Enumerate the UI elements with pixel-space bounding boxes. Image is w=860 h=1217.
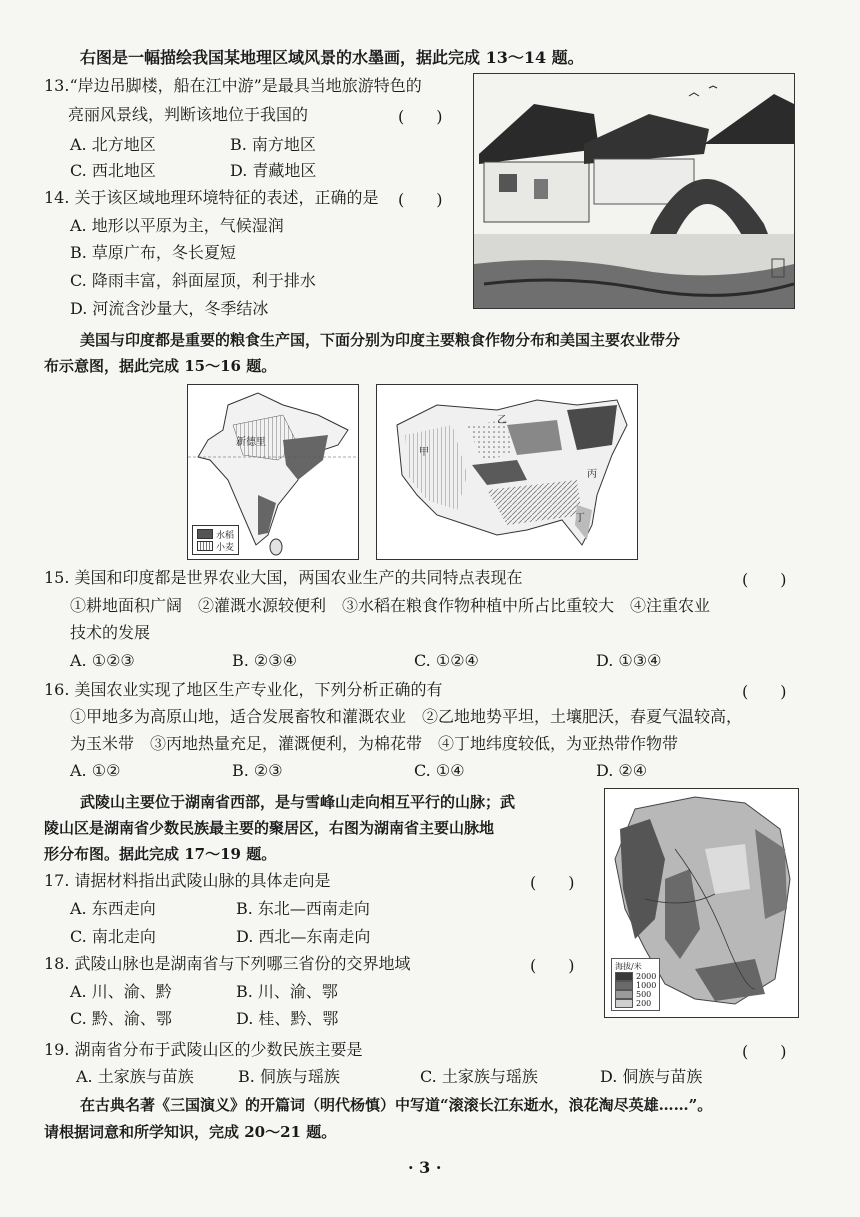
q16-options-line1: ①甲地多为高原山地，适合发展畜牧和灌溉农业 ②乙地地势平坦，土壤肥沃，春夏气温较高， bbox=[70, 707, 743, 726]
wheat-swatch bbox=[197, 541, 213, 551]
q14-option-d: D. 河流含沙量大，冬季结冰 bbox=[70, 299, 269, 318]
india-crop-map bbox=[187, 384, 359, 560]
q14-option-c: C. 降雨丰富，斜面屋顶，利于排水 bbox=[70, 271, 316, 290]
intro-15-16-line1: 美国与印度都是重要的粮食生产国，下面分别为印度主要粮食作物分布和美国主要农业带分 bbox=[80, 331, 681, 349]
elev-label-200: 200 bbox=[636, 999, 652, 1008]
q15-options-line1: ①耕地面积广阔 ②灌溉水源较便利 ③水稻在粮食作物种植中所占比重较大 ④注重农业 bbox=[70, 596, 711, 615]
q15-options-line2: 技术的发展 bbox=[70, 623, 151, 642]
q13-stem-line1: 13.“岸边吊脚楼，船在江中游”是最具当地旅游特色的 bbox=[44, 76, 422, 95]
q19-stem: 19. 湖南省分布于武陵山区的少数民族主要是 bbox=[44, 1040, 363, 1059]
q19-option-c: C. 土家族与瑶族 bbox=[420, 1067, 538, 1086]
elev-row-2000 bbox=[615, 972, 656, 981]
q17-stem: 17. 请据材料指出武陵山脉的具体走向是 bbox=[44, 871, 331, 890]
usa-label-jia: 甲 bbox=[419, 447, 429, 458]
legend-wheat-label: 小麦 bbox=[216, 542, 235, 553]
q15-option-d: D. ①③④ bbox=[596, 651, 662, 670]
q16-stem: 16. 美国农业实现了地区生产专业化，下列分析正确的有 bbox=[44, 680, 443, 699]
q15-option-b: B. ②③④ bbox=[232, 651, 297, 670]
rice-swatch bbox=[197, 529, 213, 539]
page-number: · 3 · bbox=[408, 1158, 442, 1177]
q15-option-c: C. ①②④ bbox=[414, 651, 479, 670]
elev-label-500: 500 bbox=[636, 990, 652, 999]
usa-label-yi: 乙 bbox=[497, 415, 507, 426]
india-legend bbox=[192, 525, 239, 555]
q13-option-a: A. 北方地区 bbox=[70, 135, 156, 154]
q18-option-d: D. 桂、黔、鄂 bbox=[236, 1009, 339, 1028]
q17-option-b: B. 东北—西南走向 bbox=[236, 899, 370, 918]
q18-stem: 18. 武陵山脉也是湖南省与下列哪三省份的交界地域 bbox=[44, 954, 411, 973]
usa-label-ding: 丁 bbox=[575, 513, 585, 524]
q18-option-c: C. 黔、渝、鄂 bbox=[70, 1009, 172, 1028]
q15-answer-paren: ( ) bbox=[742, 570, 787, 589]
q13-option-b: B. 南方地区 bbox=[230, 135, 316, 154]
q18-option-a: A. 川、渝、黔 bbox=[70, 982, 172, 1001]
elev-label-2000: 2000 bbox=[636, 972, 657, 981]
elev-row-500 bbox=[615, 990, 656, 999]
elevation-legend-title: 海拔/米 bbox=[615, 962, 642, 971]
elev-row-1000 bbox=[615, 981, 656, 990]
legend-row-wheat bbox=[197, 540, 234, 552]
q13-stem-line2: 亮丽风景线，判断该地位于我国的 bbox=[68, 105, 309, 124]
q13-answer-paren: ( ) bbox=[398, 107, 443, 126]
q19-option-d: D. 侗族与苗族 bbox=[600, 1067, 703, 1086]
q17-answer-paren: ( ) bbox=[530, 873, 575, 892]
intro-15-16-line2: 布示意图，据此完成 15～16 题。 bbox=[44, 357, 277, 375]
elev-row-200 bbox=[615, 999, 656, 1008]
intro-17-19-line3: 形分布图。据此完成 17～19 题。 bbox=[44, 845, 277, 863]
elev-swatch-1000 bbox=[615, 981, 633, 990]
intro-13-14: 右图是一幅描绘我国某地理区域风景的水墨画，据此完成 13～14 题。 bbox=[80, 48, 584, 67]
q17-option-a: A. 东西走向 bbox=[70, 899, 156, 918]
q18-answer-paren: ( ) bbox=[530, 956, 575, 975]
usa-label-bing: 丙 bbox=[587, 469, 597, 480]
q14-answer-paren: ( ) bbox=[398, 190, 443, 209]
q15-option-a: A. ①②③ bbox=[70, 651, 135, 670]
q19-answer-paren: ( ) bbox=[742, 1042, 787, 1061]
hunan-mountain-map bbox=[604, 788, 799, 1018]
q16-answer-paren: ( ) bbox=[742, 682, 787, 701]
elev-swatch-200 bbox=[615, 999, 633, 1008]
q13-option-d: D. 青藏地区 bbox=[230, 161, 317, 180]
q16-option-b: B. ②③ bbox=[232, 761, 283, 780]
legend-rice-label: 水稻 bbox=[216, 530, 235, 541]
q14-option-a: A. 地形以平原为主，气候湿润 bbox=[70, 216, 284, 235]
elev-swatch-2000 bbox=[615, 972, 633, 981]
elev-swatch-500 bbox=[615, 990, 633, 999]
q16-options-line2: 为玉米带 ③丙地热量充足，灌溉便利，为棉花带 ④丁地纬度较低，为亚热带作物带 bbox=[70, 734, 679, 753]
q17-option-c: C. 南北走向 bbox=[70, 927, 156, 946]
q19-option-b: B. 侗族与瑶族 bbox=[238, 1067, 340, 1086]
ink-painting-image bbox=[474, 74, 794, 308]
hunan-elevation-legend bbox=[611, 958, 660, 1011]
q16-option-c: C. ①④ bbox=[414, 761, 465, 780]
intro-17-19-line2: 陵山区是湖南省少数民族最主要的聚居区，右图为湖南省主要山脉地 bbox=[44, 819, 495, 837]
q14-option-b: B. 草原广布，冬长夏短 bbox=[70, 243, 236, 262]
legend-row-rice bbox=[197, 528, 234, 540]
q17-option-d: D. 西北—东南走向 bbox=[236, 927, 371, 946]
ink-painting-figure bbox=[473, 73, 795, 309]
q14-stem: 14. 关于该区域地理环境特征的表述，正确的是 bbox=[44, 188, 379, 207]
usa-agri-map bbox=[376, 384, 638, 560]
intro-17-19-line1: 武陵山主要位于湖南省西部，是与雪峰山走向相互平行的山脉；武 bbox=[80, 793, 516, 811]
q16-option-d: D. ②④ bbox=[596, 761, 648, 780]
intro-20-21-line1: 在古典名著《三国演义》的开篇词（明代杨慎）中写道“滚滚长江东逝水，浪花淘尽英雄……”。 bbox=[80, 1096, 713, 1114]
q18-option-b: B. 川、渝、鄂 bbox=[236, 982, 338, 1001]
intro-20-21-line2: 请根据词意和所学知识，完成 20～21 题。 bbox=[44, 1123, 337, 1141]
elev-label-1000: 1000 bbox=[636, 981, 657, 990]
india-label-xinde: 新德里 bbox=[236, 437, 266, 448]
q15-stem: 15. 美国和印度都是世界农业大国，两国农业生产的共同特点表现在 bbox=[44, 568, 523, 587]
q13-option-c: C. 西北地区 bbox=[70, 161, 156, 180]
q19-option-a: A. 土家族与苗族 bbox=[76, 1067, 194, 1086]
usa-map-image bbox=[377, 385, 637, 559]
q16-option-a: A. ①② bbox=[70, 761, 121, 780]
